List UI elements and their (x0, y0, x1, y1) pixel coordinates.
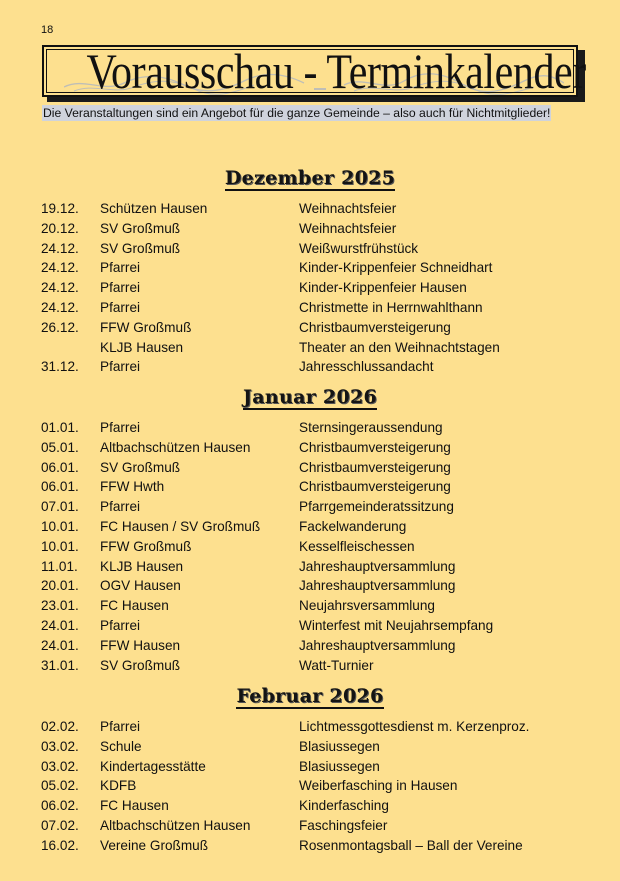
event-date: 31.01. (41, 657, 79, 673)
event-row (0, 557, 620, 577)
event-organizer: Altbachschützen Hausen (100, 439, 251, 455)
event-date: 24.01. (41, 617, 79, 633)
event-row (0, 418, 620, 438)
event-organizer: Pfarrei (100, 260, 141, 276)
event-row (0, 497, 620, 517)
event-name: Christmette in Herrnwahlthann (299, 299, 483, 315)
events-list-januar (0, 418, 620, 675)
event-date: 24.01. (41, 637, 79, 653)
event-name: Christbaumversteigerung (299, 479, 451, 495)
event-name: Christbaumversteigerung (299, 319, 451, 335)
event-organizer: Pfarrei (100, 280, 141, 296)
event-name: Weihnachtsfeier (299, 201, 397, 216)
event-organizer: Pfarrei (100, 420, 141, 435)
event-date: 05.01. (41, 439, 79, 455)
event-row (0, 836, 620, 856)
event-date: 06.02. (41, 798, 79, 814)
month-heading-text: Dezember 2025 (224, 167, 396, 189)
event-name: Faschingsfeier (299, 817, 388, 833)
event-name: Fackelwanderung (299, 518, 407, 534)
event-row (0, 318, 620, 338)
event-organizer: FFW Großmuß (100, 538, 192, 554)
events-list-dezember (0, 199, 620, 377)
month-heading-februar (0, 685, 620, 707)
event-row (0, 656, 620, 676)
event-organizer: SV Großmuß (100, 459, 181, 475)
event-date: 07.01. (41, 499, 79, 515)
event-row (0, 219, 620, 239)
event-row (0, 438, 620, 458)
event-name: Kinder-Krippenfeier Hausen (299, 280, 467, 296)
event-row (0, 239, 620, 259)
event-name: Weiberfasching in Hausen (299, 778, 458, 794)
event-organizer: OGV Hausen (100, 578, 181, 594)
event-name: Jahreshauptversammlung (299, 637, 456, 653)
event-date: 07.02. (41, 817, 79, 833)
event-organizer: Altbachschützen Hausen (100, 817, 251, 833)
event-name: Jahreshauptversammlung (299, 578, 456, 594)
event-date: 10.01. (41, 518, 79, 534)
event-date: 06.01. (41, 459, 79, 475)
month-heading-dezember (0, 167, 620, 189)
event-organizer: FFW Hwth (100, 479, 165, 495)
event-organizer: SV Großmuß (100, 657, 181, 673)
event-name: Jahreshauptversammlung (299, 558, 456, 574)
event-organizer: Pfarrei (100, 299, 141, 315)
event-organizer: Schützen Hausen (100, 201, 208, 216)
event-organizer: Pfarrei (100, 719, 141, 734)
month-heading-januar (0, 386, 620, 408)
event-date: 20.01. (41, 578, 79, 594)
event-row (0, 596, 620, 616)
event-date: 19.12. (41, 201, 79, 216)
event-organizer: FFW Hausen (100, 637, 181, 653)
event-row (0, 616, 620, 636)
event-row (0, 757, 620, 777)
event-organizer: Pfarrei (100, 617, 141, 633)
event-name: Weihnachtsfeier (299, 220, 397, 236)
event-row (0, 278, 620, 298)
event-organizer: KLJB Hausen (100, 558, 184, 574)
event-name: Theater an den Weihnachtstagen (299, 339, 500, 355)
event-organizer: FC Hausen (100, 798, 169, 814)
event-date: 24.12. (41, 280, 79, 296)
event-date: 05.02. (41, 778, 79, 794)
month-heading-text: Februar 2026 (236, 685, 384, 707)
event-name: Lichtmessgottesdienst m. Kerzenproz. (299, 719, 530, 734)
event-name: Neujahrsversammlung (299, 598, 435, 614)
event-name: Rosenmontagsball – Ball der Vereine (299, 837, 523, 853)
event-name: Blasiussegen (299, 738, 380, 754)
event-row (0, 357, 620, 377)
event-organizer: SV Großmuß (100, 220, 181, 236)
subtitle-note: Die Veranstaltungen sind ein Angebot für die ganze Gemeinde – also auch für Nichtmitglieder! (43, 106, 551, 120)
month-heading-text: Januar 2026 (242, 386, 378, 408)
event-organizer: Pfarrei (100, 499, 141, 515)
event-organizer: FC Hausen (100, 598, 169, 614)
event-date: 06.01. (41, 479, 79, 495)
events-list-februar (0, 717, 620, 856)
event-organizer: Vereine Großmuß (100, 837, 209, 853)
event-date: 24.12. (41, 240, 79, 256)
event-row (0, 458, 620, 478)
event-row (0, 338, 620, 358)
event-row (0, 298, 620, 318)
event-row (0, 737, 620, 757)
event-date: 01.01. (41, 420, 79, 435)
event-organizer: FFW Großmuß (100, 319, 192, 335)
event-date: 31.12. (41, 359, 79, 375)
event-organizer: Schule (100, 738, 142, 754)
event-date: 10.01. (41, 538, 79, 554)
event-row (0, 717, 620, 737)
event-row (0, 816, 620, 836)
event-organizer: Kindertagesstätte (100, 758, 206, 774)
event-date: 23.01. (41, 598, 79, 614)
event-row (0, 517, 620, 537)
event-name: Jahresschlussandacht (299, 359, 434, 375)
event-name: Blasiussegen (299, 758, 380, 774)
event-row (0, 576, 620, 596)
page-number: 18 (41, 24, 54, 36)
event-date: 26.12. (41, 319, 79, 335)
title-box (42, 43, 586, 99)
event-organizer: KDFB (100, 778, 137, 794)
event-name: Winterfest mit Neujahrsempfang (299, 617, 494, 633)
event-row (0, 477, 620, 497)
event-name: Weißwurstfrühstück (299, 240, 419, 256)
event-date: 03.02. (41, 738, 79, 754)
event-name: Pfarrgemeinderatssitzung (299, 499, 454, 515)
event-organizer: Pfarrei (100, 359, 141, 375)
event-date: 03.02. (41, 758, 79, 774)
event-date: 24.12. (41, 260, 79, 276)
event-name: Sternsingeraussendung (299, 420, 443, 435)
event-date: 16.02. (41, 837, 79, 853)
event-row (0, 258, 620, 278)
event-row (0, 537, 620, 557)
event-row (0, 796, 620, 816)
event-date: 02.02. (41, 719, 79, 734)
event-organizer: SV Großmuß (100, 240, 181, 256)
event-row (0, 199, 620, 219)
event-organizer: FC Hausen / SV Großmuß (100, 518, 261, 534)
event-name: Watt-Turnier (299, 657, 374, 673)
event-name: Kinder-Krippenfeier Schneidhart (299, 260, 493, 276)
event-date: 20.12. (41, 220, 79, 236)
event-name: Christbaumversteigerung (299, 459, 451, 475)
page-title: Vorausschau - Terminkalender (86, 43, 586, 99)
event-date: 24.12. (41, 299, 79, 315)
event-organizer: KLJB Hausen (100, 339, 184, 355)
event-name: Kinderfasching (299, 798, 389, 814)
event-row (0, 776, 620, 796)
event-date: 11.01. (41, 558, 78, 574)
event-row (0, 636, 620, 656)
event-name: Christbaumversteigerung (299, 439, 451, 455)
event-name: Kesselfleischessen (299, 538, 415, 554)
title-banner (42, 43, 586, 99)
